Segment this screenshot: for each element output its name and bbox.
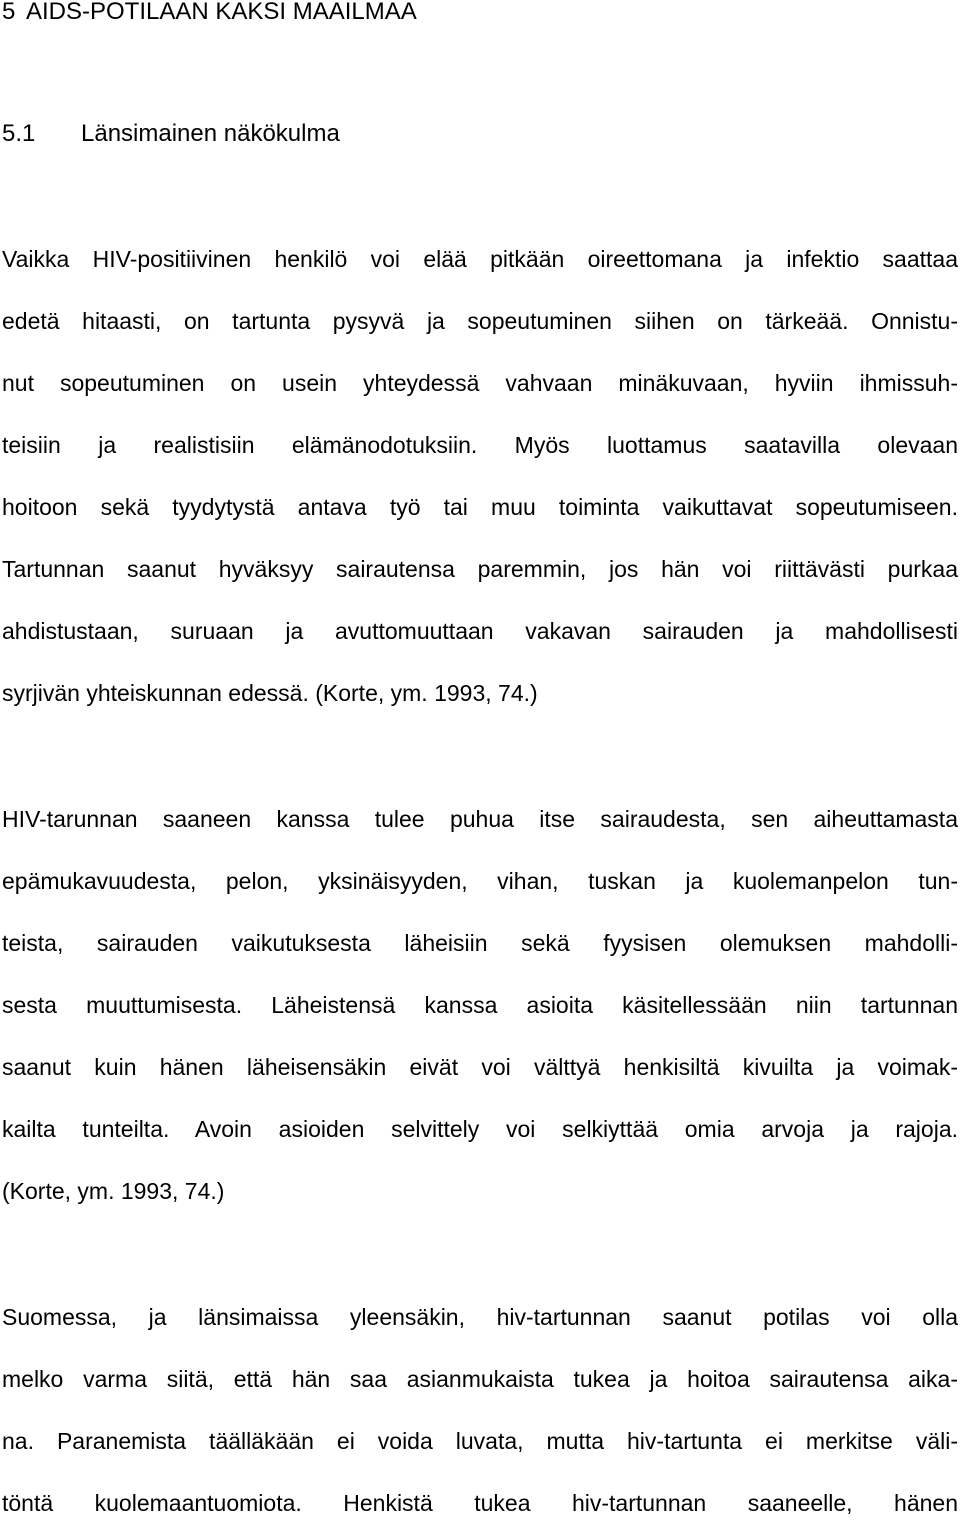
- section-heading: [2, 119, 340, 149]
- paragraph-3: [2, 1286, 958, 1534]
- paragraph-line: epämukavuudesta, pelon, yksinäisyyden, vihan, tuskan ja kuolemanpelon tun-: [2, 868, 958, 894]
- paragraph-line: kailta tunteilta. Avoin asioiden selvittely voi selkiyttää omia arvoja ja rajoja.: [2, 1116, 958, 1142]
- paragraph-line: melko varma siitä, että hän saa asianmukaista tukea ja hoitoa sairautensa aika-: [2, 1366, 958, 1392]
- paragraph-line: (Korte, ym. 1993, 74.): [2, 1178, 225, 1204]
- paragraph-line: Tartunnan saanut hyväksyy sairautensa paremmin, jos hän voi riittävästi purkaa: [2, 556, 958, 582]
- paragraph-line: na. Paranemista täälläkään ei voida luvata, mutta hiv-tartunta ei merkitse väli-: [2, 1428, 958, 1454]
- chapter-title: AIDS-POTILAAN KAKSI MAAILMAA: [26, 0, 417, 25]
- paragraph-line: hoitoon sekä tyydytystä antava työ tai muu toiminta vaikuttavat sopeutumiseen.: [2, 494, 958, 520]
- paragraph-line: syrjivän yhteiskunnan edessä. (Korte, ym. 1993, 74.): [2, 680, 538, 706]
- chapter-number: 5: [2, 0, 16, 25]
- paragraph-2: [2, 788, 958, 1222]
- paragraph-line: HIV-tarunnan saaneen kanssa tulee puhua itse sairaudesta, sen aiheuttamasta: [2, 806, 958, 832]
- paragraph-line: saanut kuin hänen läheisensäkin eivät voi välttyä henkisiltä kivuilta ja voimak-: [2, 1054, 958, 1080]
- paragraph-line: teista, sairauden vaikutuksesta läheisiin sekä fyysisen olemuksen mahdolli-: [2, 930, 958, 956]
- paragraph-1: [2, 228, 958, 724]
- chapter-heading: [2, 0, 417, 27]
- paragraph-line: nut sopeutuminen on usein yhteydessä vahvaan minäkuvaan, hyviin ihmissuh-: [2, 370, 958, 396]
- paragraph-line: töntä kuolemaantuomiota. Henkistä tukea hiv-tartunnan saaneelle, hänen: [2, 1490, 958, 1516]
- paragraph-line: ahdistustaan, suruaan ja avuttomuuttaan vakavan sairauden ja mahdollisesti: [2, 618, 958, 644]
- paragraph-line: Suomessa, ja länsimaissa yleensäkin, hiv-tartunnan saanut potilas voi olla: [2, 1304, 958, 1330]
- paragraph-line: teisiin ja realistisiin elämänodotuksiin. Myös luottamus saatavilla olevaan: [2, 432, 958, 458]
- section-number: 5.1: [2, 120, 36, 147]
- paragraph-line: edetä hitaasti, on tartunta pysyvä ja sopeutuminen siihen on tärkeää. Onnistu-: [2, 308, 958, 334]
- section-title: Länsimainen näkökulma: [81, 120, 340, 147]
- paragraph-line: sesta muuttumisesta. Läheistensä kanssa asioita käsitellessään niin tartunnan: [2, 992, 958, 1018]
- paragraph-line: Vaikka HIV-positiivinen henkilö voi elää pitkään oireettomana ja infektio saattaa: [2, 246, 958, 272]
